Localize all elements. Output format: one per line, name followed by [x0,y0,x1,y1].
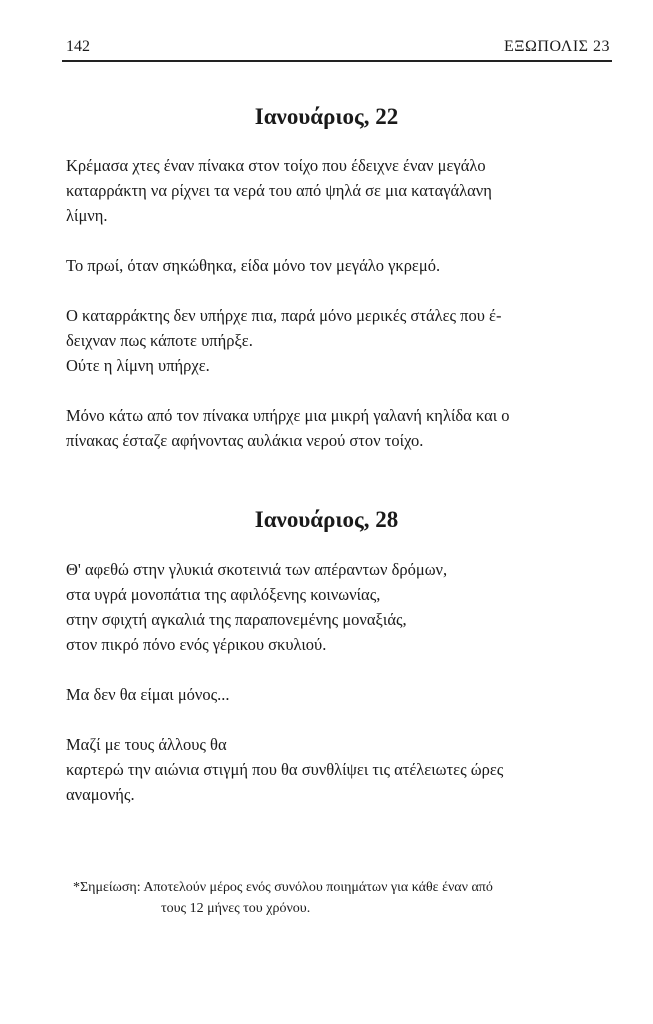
section-title-jan-22: Ιανουάριος, 22 [254,104,399,129]
text-line: καρτερώ την αιώνια στιγμή που θα συνθλίψει τις ατέλειωτες ώρες [66,760,504,779]
text-line: πίνακας έσταζε αφήνοντας αυλάκια νερού στον τοίχο. [66,431,424,450]
page-header [66,38,610,62]
footnote [73,877,613,919]
text-line: Μόνο κάτω από τον πίνακα υπήρχε μια μικρή γαλανή κηλίδα και ο [66,406,510,425]
text-line: Ο καταρράκτης δεν υπήρχε πια, παρά μόνο μερικές στάλες που έ- [66,306,502,325]
text-line: Ούτε η λίμνη υπήρχε. [66,356,210,375]
section-body-jan-22 [66,153,614,453]
text-line: Μαζί με τους άλλους θα [66,735,227,754]
text-line: Θ' αφεθώ στην γλυκιά σκοτεινιά των απέραντων δρόμων, [66,560,448,579]
text-line: αναμονής. [66,785,135,804]
text-line: στα υγρά μονοπάτια της αφιλόξενης κοινωνίας, [66,585,381,604]
section-title-jan-28: Ιανουάριος, 28 [254,507,399,532]
footnote-text-line2: τους 12 μήνες του χρόνου. [161,901,311,916]
text-line: Το πρωί, όταν σηκώθηκα, είδα μόνο τον μεγάλο γκρεμό. [66,256,441,275]
text-line: καταρράκτη να ρίχνει τα νερά του από ψηλά σε μια καταγάλανη [66,181,492,200]
text-line: στην σφιχτή αγκαλιά της παραπονεμένης μοναξιάς, [66,610,407,629]
page-number: 142 [66,38,90,55]
footnote-text: Αποτελούν μέρος ενός συνόλου ποιημάτων για κάθε έναν από [143,880,493,895]
header-rule [62,60,612,62]
text-line: Κρέμασα χτες έναν πίνακα στον τοίχο που έδειχνε έναν μεγάλο [66,156,486,175]
text-line: Μα δεν θα είμαι μόνος... [66,685,230,704]
text-line: δειχναν πως κάποτε υπήρξε. [66,331,253,350]
text-line: λίμνη. [66,206,108,225]
footnote-label: *Σημείωση: [73,880,141,895]
running-head: ΕΞΩΠΟΛΙΣ 23 [503,38,610,55]
section-body-jan-28 [66,557,614,807]
text-line: στον πικρό πόνο ενός γέρικου σκυλιού. [66,635,327,654]
